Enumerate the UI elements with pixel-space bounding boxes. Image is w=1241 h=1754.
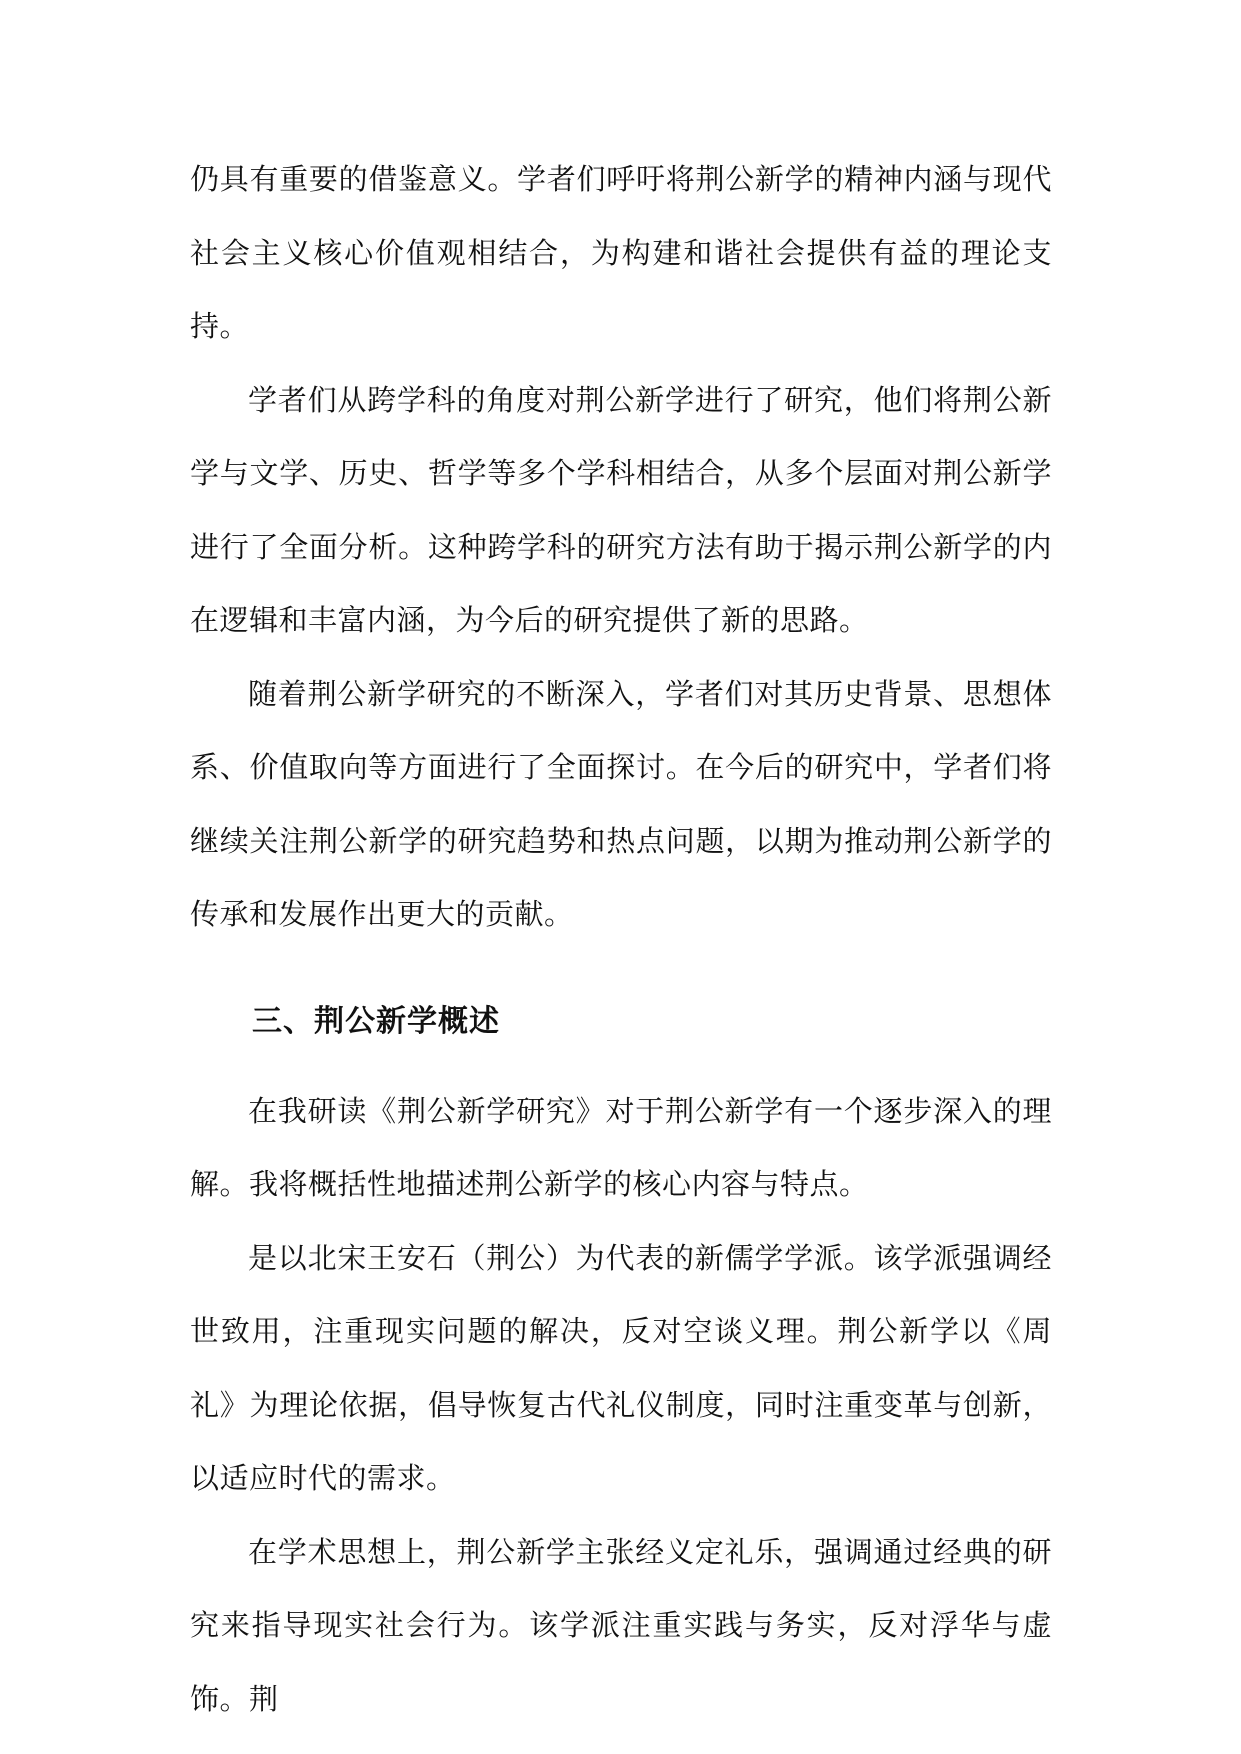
document-body [190,143,1052,1736]
paragraph-academic-thought: 在学术思想上，荆公新学主张经义定礼乐，强调通过经典的研究来指导现实社会行为。该学派注重实践与务实，反对浮华与虚饰。荆 [190,1534,1052,1716]
paragraph-research-outlook: 随着荆公新学研究的不断深入，学者们对其历史背景、思想体系、价值取向等方面进行了全面探讨。在今后的研究中，学者们将继续关注荆公新学的研究趋势和热点问题，以期为推动荆公新学的传承和发展作出更大的贡献。 [190,676,1052,931]
paragraph-interdisciplinary: 学者们从跨学科的角度对荆公新学进行了研究，他们将荆公新学与文学、历史、哲学等多个学科相结合，从多个层面对荆公新学进行了全面分析。这种跨学科的研究方法有助于揭示荆公新学的内在逻辑和丰富内涵，为今后的研究提供了新的思路。 [190,382,1052,637]
paragraph-continued: 仍具有重要的借鉴意义。学者们呼吁将荆公新学的精神内涵与现代社会主义核心价值观相结合，为构建和谐社会提供有益的理论支持。 [190,162,1052,343]
paragraph-reading-intro: 在我研读《荆公新学研究》对于荆公新学有一个逐步深入的理解。我将概括性地描述荆公新学的核心内容与特点。 [190,1093,1052,1201]
section-heading: 三、荆公新学概述 [252,1003,500,1039]
paragraph-school-definition: 是以北宋王安石（荆公）为代表的新儒学学派。该学派强调经世致用，注重现实问题的解决，反对空谈义理。荆公新学以《周礼》为理论依据，倡导恢复古代礼仪制度，同时注重变革与创新，以适应时代的需求。 [190,1240,1052,1495]
